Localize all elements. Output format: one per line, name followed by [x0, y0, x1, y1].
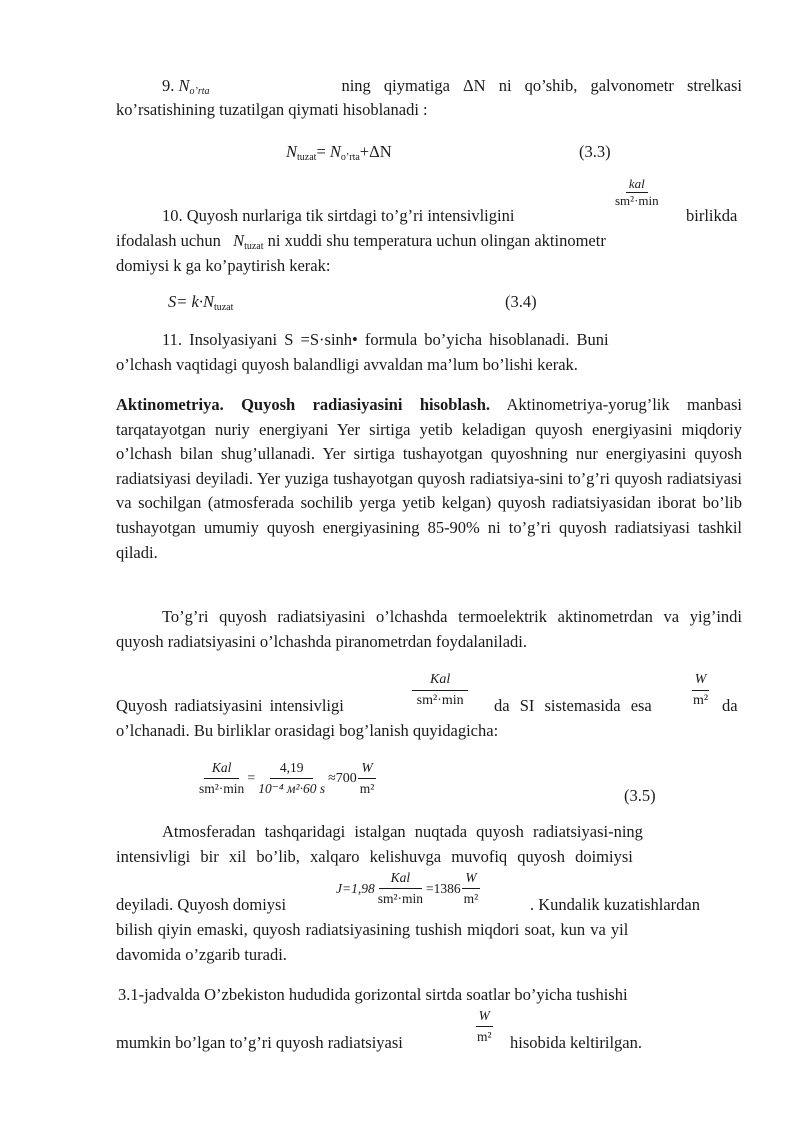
eq33-rhs-tail: +ΔN [359, 142, 392, 161]
intensity-w-num: W [692, 670, 710, 691]
j-kal-num: Kal [379, 868, 423, 889]
eq35-approx: ≈700 [328, 770, 357, 786]
intensity-frac1 [412, 670, 468, 711]
j-mid: =1386 [426, 880, 461, 896]
constant-line2: intensivligi bir xil bo’lib, xalqaro kelishuvga muvofiq quyosh doimiysi [116, 847, 633, 866]
j-w-den: m² [463, 891, 479, 906]
table-ref-fraction [474, 1006, 495, 1047]
eq33-equals: = [316, 142, 330, 161]
n-tuzat-symbol: N [233, 231, 245, 250]
table-ref-line2-b: hisobida keltirilgan. [510, 1033, 642, 1052]
section-paragraph-text: Aktinometriya-yorug’lik manbasi tarqatayotgan nuriy energiyani Yer sirtiga yetib keladigan quyosh energiyasini miqdoriy o’lchash bilan shug’ullanadi. Yer sirtiga tushayotgan quyoshning nur energiyasini quyosh radiatsiyasi deyiladi. Yer yuziga tushayotgan quyosh radiatsiya-sini to’g’ri quyosh radiatsiyasi va sochilgan (atmosferada sochilib yerga yetib kelgan) quyosh radiatsiyasidan iborat bo’lib tushayotgan umumiy quyosh energiyasining 85-90% ni to’g’ri quyosh radiatsiyasi tashkil qiladi. [116, 395, 742, 562]
intensity-frac2 [690, 670, 711, 711]
intensity-line2: o’lchanadi. Bu birliklar orasidagi bog’lanish quyidagicha: [116, 721, 499, 740]
kal-numerator: kal [626, 176, 648, 193]
eq33-rhs: N [329, 142, 341, 161]
constant-line5: davomida o’zgarib turadi. [116, 945, 287, 964]
eq35-num: 4,19 [270, 758, 314, 779]
item9-text: ning qiymatiga ΔN ni qo’shib, galvonometr strelkasi [341, 76, 742, 95]
n-subscript: o’rta [189, 86, 210, 97]
j-text: J=1,98 [336, 880, 375, 896]
constant-line1: Atmosferadan tashqaridagi istalgan nuqtada quyosh radiatsiyasi-ning [162, 822, 643, 841]
item10-line2-a: ifodalash uchun [116, 231, 221, 250]
item9-number: 9. [162, 76, 175, 95]
eq35-kal-den: sm²·min [199, 781, 245, 796]
section-heading: Aktinometriya. Quyosh radiasiyasini hisoblash. [116, 395, 490, 414]
item9-line2: ko’rsatishining tuzatilgan qiymati hisoblanadi : [116, 100, 428, 119]
equation-number-3-4: (3.4) [505, 292, 537, 311]
item10-line2 [116, 231, 606, 252]
item11-line1: 11. Insolyasiyani S =S·sinh• formula bo’yicha hisoblanadi. Buni [162, 330, 609, 349]
equation-3-4 [168, 292, 233, 313]
equation-3-3 [286, 142, 392, 163]
eq35-equals: = [247, 770, 256, 786]
constant-line4: bilish qiyin emaski, quyosh radiatsiyasining tushish miqdori soat, kun va yil [116, 920, 629, 939]
intensity-line1-c: da [722, 696, 738, 715]
solar-constant-formula [336, 868, 481, 909]
intensity-kal-num: Kal [412, 670, 468, 691]
item9-line1 [162, 76, 742, 97]
item10-line1-b: birlikda [686, 206, 738, 225]
intensity-line1-b: da SI sistemasida esa [494, 696, 652, 715]
eq35-kal-num: Kal [204, 758, 240, 779]
item10-fraction [612, 176, 662, 209]
equation-3-5 [196, 758, 377, 799]
table-ref-w-den: m² [477, 1029, 492, 1044]
intensity-w-den: m² [693, 693, 709, 708]
table-ref-line2-a: mumkin bo’lgan to’g’ri quyosh radiatsiyasi [116, 1033, 403, 1052]
eq33-lhs: N [286, 142, 298, 161]
eq34-sub: tuzat [213, 302, 234, 313]
eq35-den: 10⁻⁴ м²·60 s [258, 781, 326, 796]
eq34-text: S= k·N [168, 292, 214, 311]
item11-line2: o’lchash vaqtidagi quyosh balandligi avvaldan ma’lum bo’lishi kerak. [116, 355, 578, 374]
table-ref-w-num: W [476, 1006, 493, 1027]
item10-line3: domiysi k ga ko’paytirish kerak: [116, 256, 331, 275]
eq33-rhs-sub: o’rta [340, 152, 360, 163]
intensity-line1-a: Quyosh radiatsiyasini intensivligi [116, 696, 344, 715]
intensity-kal-den: sm²·min [416, 693, 464, 708]
n-tuzat-subscript: tuzat [244, 241, 264, 252]
item10-line1-a: 10. Quyosh nurlariga tik sirtdagi to’g’ri intensivligini [162, 206, 515, 225]
equation-number-3-5: (3.5) [624, 786, 656, 805]
eq35-w-num: W [358, 758, 375, 779]
kal-denominator: sm²·min [615, 193, 659, 208]
item10-line2-b: ni xuddi shu temperatura uchun olingan aktinometr [267, 231, 606, 250]
eq35-w-den: m² [359, 781, 375, 796]
j-w-num: W [462, 868, 479, 889]
section-paragraph-1 [116, 393, 742, 565]
constant-line3-a: deyiladi. Quyosh domiysi [116, 895, 287, 914]
equation-number-3-3: (3.3) [579, 142, 611, 161]
section-paragraph-2: To’g’ri quyosh radiatsiyasini o’lchashda termoelektrik aktinometrdan va yig’indi quyosh radiatsiyasini o’lchashda piranometrdan foydalaniladi. [116, 607, 742, 651]
constant-line3-b: . Kundalik kuzatishlardan [530, 895, 700, 914]
eq33-lhs-sub: tuzat [297, 152, 317, 163]
table-ref-line1: 3.1-jadvalda O’zbekiston hududida gorizontal sirtda soatlar bo’yicha tushishi [118, 985, 628, 1004]
j-kal-den: sm²·min [377, 891, 424, 906]
n-symbol: N [178, 76, 190, 95]
